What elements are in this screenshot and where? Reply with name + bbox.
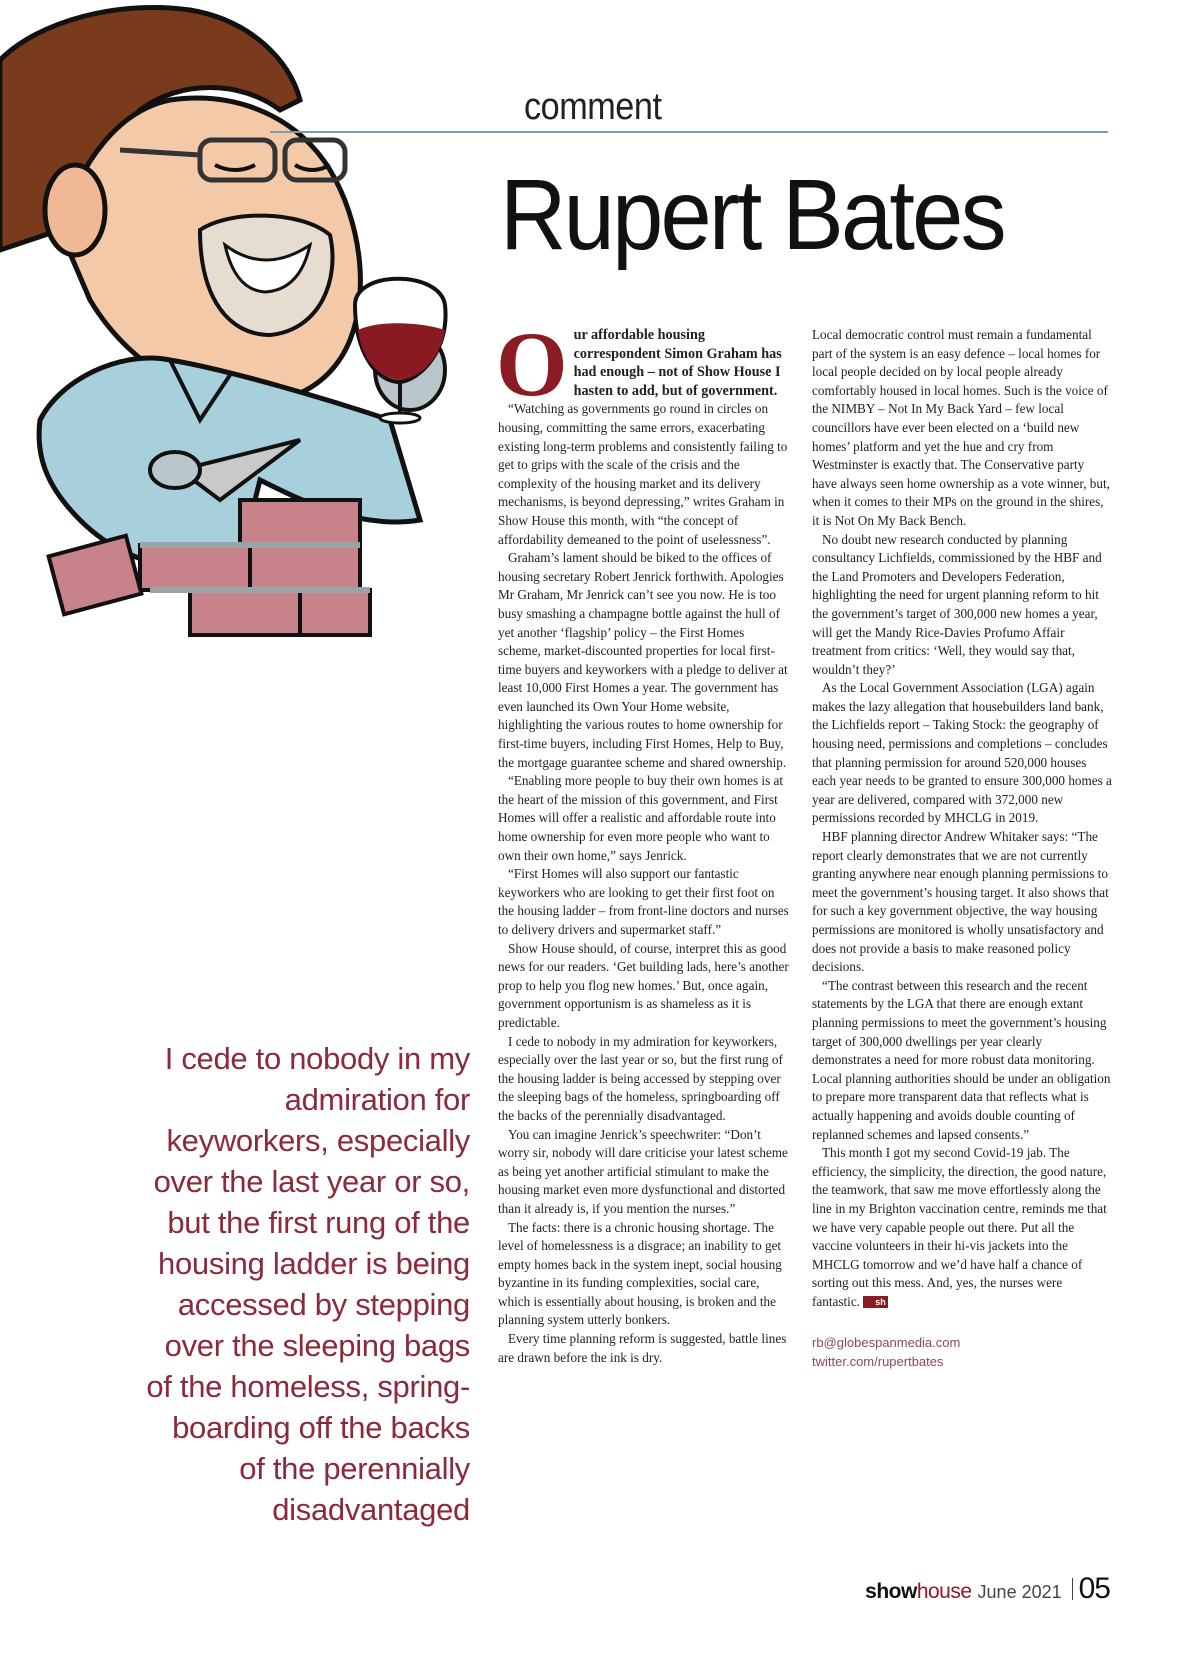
article-column-2 [812, 326, 1112, 1371]
paragraph: “Enabling more people to buy their own homes is at the heart of the mission of this government, and First Homes will offer a realistic and affordable route into home ownership for even more people who want to own their own home,” says Jenrick. [498, 773, 784, 863]
pull-quote: I cede to nobody in my admiration for keyworkers, especially over the last year or so, but the first rung of the housing ladder is being accessed by stepping over the sleeping bags of the homeless, spring-boarding off the backs of the perennially disadvantaged [146, 1041, 470, 1527]
article-column-1 [496, 313, 790, 1367]
paragraph: Local democratic control must remain a fundamental part of the system is an easy defence – local homes for local people decided on by local people already comfortably housed in local homes. Such is the voice of the NIMBY – Not In My Back Yard – few local councillors have ever been elected on a ‘build new homes’ platform and yet the hue and cry from Westminster is exactly that. The Conservative party have always seen home ownership as a vote winner, but, when it comes to their MPs on the ground in the shires, it is Not On My Back Bench. [812, 327, 1110, 528]
paragraph: As the Local Government Association (LGA) again makes the lazy allegation that housebuilders land bank, the Lichfields report – Taking Stock: the geography of housing need, permissions and completions – concludes that planning permission for around 520,000 houses each year needs to be granted to ensure 300,000 homes a year are delivered, compared with 372,000 new permissions recorded by MHCLG in 2019. [812, 680, 1112, 826]
paragraph: Show House should, of course, interpret this as good news for our readers. ‘Get building lads, here’s another prop to help you flog new homes.’ But, once again, government opportunism is as shameless as it is predictable. [498, 940, 789, 1030]
issue-date: June 2021 [977, 1582, 1062, 1602]
paragraph: The facts: there is a chronic housing shortage. The level of homelessness is a disgrace; an inability to get empty homes back in the system inept, social housing byzantine in its funding complexities, social care, which is essentially about housing, is broken and the planning system utterly bonkers. [498, 1219, 782, 1328]
header-rule [270, 131, 1108, 133]
paragraph: I cede to nobody in my admiration for keyworkers, especially over the last year or so, but the first rung of the housing ladder is being accessed by stepping over the sleeping bags of the homeless, springboarding off the backs of the perennially disadvantaged. [498, 1033, 783, 1123]
paragraph: Every time planning reform is suggested, battle lines are drawn before the ink is dry. [498, 1331, 787, 1365]
page-footer [865, 1572, 1110, 1606]
caricature-illustration [0, 0, 500, 700]
drop-cap: O [496, 313, 568, 415]
article-intro [496, 313, 790, 415]
footer-divider [1072, 1578, 1073, 1600]
paragraph: “First Homes will also support our fantastic keyworkers who are looking to get their first foot on the housing ladder – from front-line doctors and nurses to delivery drivers and supermarket staff.” [498, 866, 789, 937]
paragraph: No doubt new research conducted by planning consultancy Lichfields, commissioned by the HBF and the Land Promoters and Developers Federation, highlighting the need for urgent planning reform to hit the government’s target of 300,000 new homes a year, will get the Mandy Rice-Davies Profumo Affair treatment from critics: ‘Well, they would say that, wouldn’t they?’ [812, 531, 1102, 677]
paragraph: HBF planning director Andrew Whitaker says: “The report clearly demonstrates that we are not currently granting anywhere near enough planning permissions to meet the government’s housing target. It also shows that for such a key government objective, the way housing permissions are monitored is wholly unsatisfactory and does not provide a basis to make reasoned policy decisions. [812, 829, 1109, 975]
paragraph: “The contrast between this research and the recent statements by the LGA that there are enough extant planning permissions to meet the government’s housing target of 300,000 dwellings per year clearly demonstrates a need for more robust data monitoring. Local planning authorities should be under an obligation to prepare more transparent data that reflects what is actually happening and avoids double counting of replanned schemes and lapsed consents.” [812, 977, 1111, 1142]
intro-text: ur affordable housing correspondent Simon Graham has had enough – not of Show House I hasten to add, but of government. [573, 327, 782, 399]
paragraph: “Watching as governments go round in circles on housing, committing the same errors, exacerbating existing long-term problems and consistently failing to get to grips with the scale of the crisis and the complexity of the housing market and its delivery mechanisms, is beyond depressing,” writes Graham in Show House this month, with “the concept of affordability demeaned to the point of uselessness”. [498, 401, 788, 547]
paragraph: Graham’s lament should be biked to the offices of housing secretary Robert Jenrick forthwith. Apologies Mr Graham, Mr Jenrick can’t see you now. He is too busy smashing a champagne bottle against the hull of yet another ‘flagship’ policy – the First Homes scheme, market-discounted properties for local first-time buyers and keyworkers with a pledge to deliver at least 10,000 First Homes a year. The government has even launched its Own Your Home website, highlighting the various routes to home ownership for first-time buyers, including First Homes, Help to Buy, the mortgage guarantee scheme and shared ownership. [498, 550, 788, 770]
paragraph-final: This month I got my second Covid-19 jab. The efficiency, the simplicity, the direction, the good nature, the teamwork, that saw me move effortlessly along the line in my Brighton vaccination centre, reminds me that we have very capable people out there. Put all the vaccine volunteers in their hi-vis jackets into the MHCLG tomorrow and we’d have half a chance of sorting out this mess. And, yes, the nurses were fantastic. sh [812, 1145, 1107, 1309]
section-label: comment [524, 86, 662, 128]
author-twitter-link[interactable]: twitter.com/rupertbates [812, 1354, 944, 1370]
author-name: Rupert Bates [500, 159, 1004, 271]
paragraph: You can imagine Jenrick’s speechwriter: “Don’t worry sir, nobody will dare criticise your latest scheme as being yet another artificial stimulant to make the housing market even more dysfunctional and distorted than it already is, if you mention the nurses.” [498, 1126, 788, 1216]
page-number: 05 [1078, 1572, 1110, 1605]
brand-logo-house: house [916, 1580, 972, 1603]
author-contact [812, 1333, 1112, 1371]
brand-logo-show: show [865, 1580, 917, 1603]
author-email-link[interactable]: rb@globespanmedia.com [812, 1335, 961, 1351]
end-mark-icon: sh [863, 1296, 888, 1308]
